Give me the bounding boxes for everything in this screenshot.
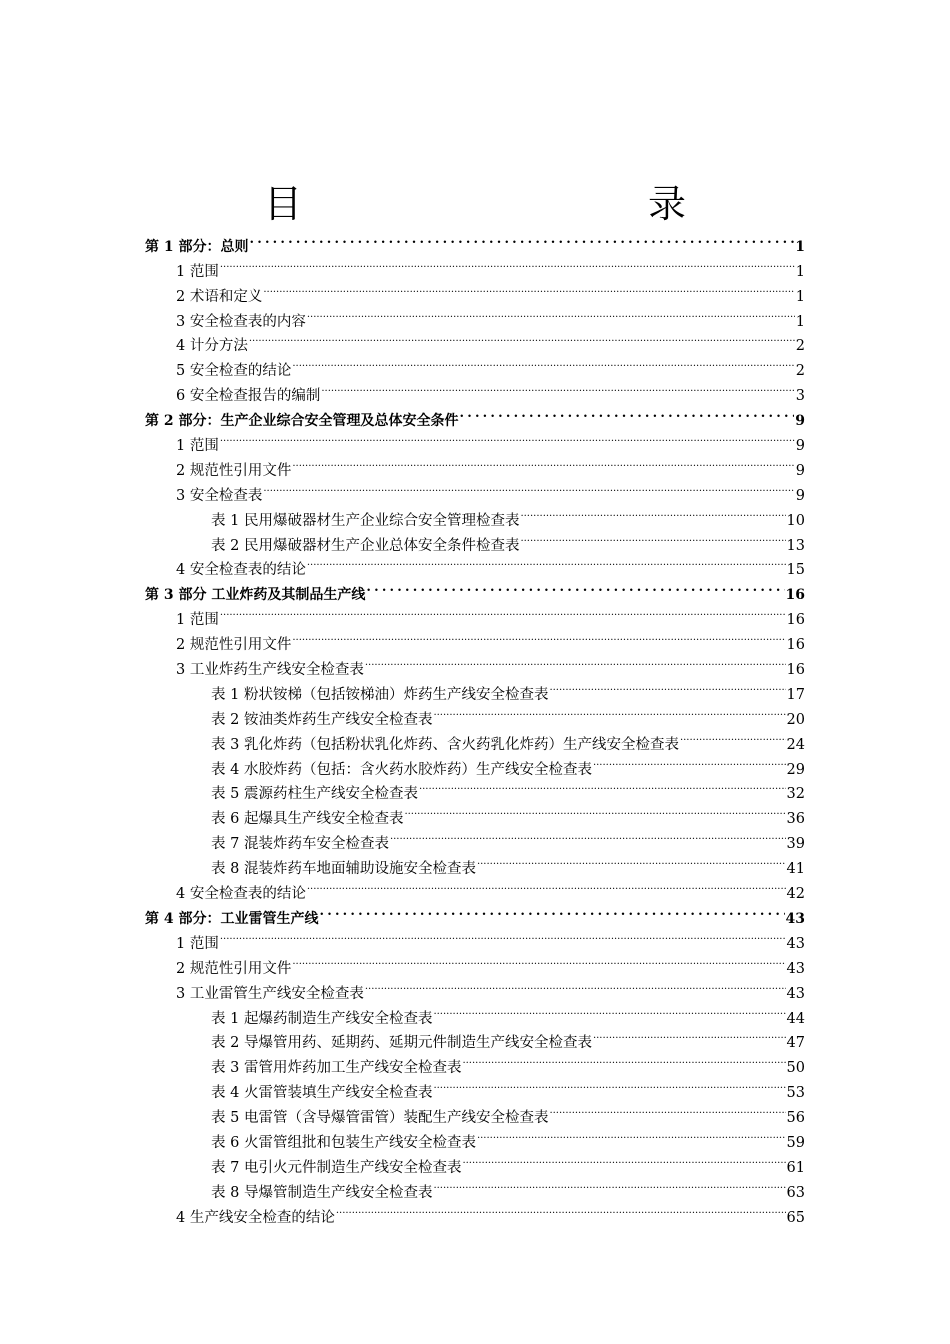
toc-page-number: 2 (795, 363, 805, 380)
toc-entry[interactable] (145, 425, 805, 455)
toc-dot-leader (549, 1097, 785, 1122)
page-title: 目 录 (263, 182, 776, 226)
toc-entry-label: 表 5 震源药柱生产线安全检查表 (211, 786, 418, 803)
toc-entry-label: 表 4 水胶炸药（包括：含火药水胶炸药）生产线安全检查表 (211, 761, 592, 778)
toc-dot-leader (433, 1072, 785, 1097)
toc-dot-leader (336, 1197, 786, 1222)
toc-entry-label: 表 3 雷管用炸药加工生产线安全检查表 (211, 1060, 462, 1077)
toc-dot-leader (321, 375, 794, 400)
toc-dot-leader (433, 998, 785, 1023)
toc-dot-leader (462, 1047, 785, 1072)
toc-dot-leader (307, 873, 786, 898)
toc-page-number: 16 (785, 587, 805, 604)
toc-entry-label: 表 8 导爆管制造生产线安全检查表 (211, 1184, 433, 1201)
toc-page-number: 41 (786, 861, 805, 878)
toc-page-number: 1 (795, 263, 805, 280)
toc-page-number: 65 (786, 1209, 805, 1226)
toc-page-number: 36 (786, 811, 805, 828)
toc-page-number: 13 (786, 537, 805, 554)
toc-dot-leader (549, 674, 785, 699)
toc-entry-label: 表 7 电引火元件制造生产线安全检查表 (211, 1159, 462, 1176)
toc-dot-leader (320, 898, 785, 923)
toc-entry[interactable] (145, 599, 805, 629)
toc-page-number: 43 (786, 985, 805, 1002)
toc-entry-label: 4 安全检查表的结论 (176, 562, 306, 579)
toc-page-number: 42 (786, 886, 805, 903)
toc-entry-label: 2 规范性引用文件 (176, 960, 292, 977)
toc-page-number: 43 (785, 910, 805, 927)
toc-entry-label: 表 8 混装炸药车地面辅助设施安全检查表 (211, 861, 476, 878)
toc-dot-leader (220, 923, 786, 948)
toc-dot-leader (365, 973, 786, 998)
toc-page-number: 39 (786, 836, 805, 853)
toc-page-number: 63 (786, 1184, 805, 1201)
toc-page-number: 29 (786, 761, 805, 778)
toc-entry-label: 1 范围 (176, 935, 219, 952)
toc-entry-label: 1 范围 (176, 438, 219, 455)
toc-page-number: 59 (786, 1134, 805, 1151)
toc-dot-leader (292, 948, 785, 973)
toc-page-number: 10 (786, 512, 805, 529)
toc-entry-label: 表 2 铵油类炸药生产线安全检查表 (211, 711, 433, 728)
toc-entry[interactable] (145, 450, 805, 479)
toc-dot-leader (292, 350, 794, 375)
toc-entry[interactable] (145, 923, 805, 952)
toc-page-number: 1 (795, 313, 805, 330)
toc-page-number: 44 (786, 1010, 805, 1027)
toc-entry-label: 表 1 起爆药制造生产线安全检查表 (211, 1010, 433, 1027)
toc-dot-leader (263, 475, 794, 500)
toc-dot-leader (404, 798, 785, 823)
toc-entry-label: 表 6 火雷管组批和包装生产线安全检查表 (211, 1134, 476, 1151)
toc-entry-label: 1 范围 (176, 263, 219, 280)
toc-dot-leader (263, 276, 794, 301)
toc-entry[interactable] (145, 624, 805, 654)
toc-dot-leader (477, 848, 786, 873)
toc-dot-leader (520, 525, 785, 550)
toc-page-number: 32 (786, 786, 805, 803)
toc-dot-leader (593, 1023, 786, 1048)
toc-page-number: 16 (786, 637, 805, 654)
toc-entry-label: 表 4 火雷管装填生产线安全检查表 (211, 1085, 433, 1102)
toc-page-number: 9 (795, 438, 805, 455)
toc-dot-leader (433, 1172, 785, 1197)
toc-entry-label: 5 安全检查的结论 (176, 363, 292, 380)
toc-entry-label: 2 规范性引用文件 (176, 462, 292, 479)
toc-dot-leader (366, 574, 784, 599)
toc-entry-label: 3 安全检查表 (176, 487, 263, 504)
toc-page-number: 3 (795, 388, 805, 405)
toc-dot-leader (419, 774, 786, 799)
toc-page-number: 16 (786, 612, 805, 629)
toc-page-number: 24 (786, 736, 805, 753)
toc-page-number: 1 (795, 288, 805, 305)
toc-dot-leader (220, 251, 795, 276)
toc-dot-leader (307, 550, 786, 575)
toc-page-number: 50 (786, 1060, 805, 1077)
toc-dot-leader (390, 823, 786, 848)
toc-entry-label: 表 2 导爆管用药、延期药、延期元件制造生产线安全检查表 (211, 1035, 592, 1052)
toc-page-number: 16 (786, 662, 805, 679)
toc-dot-leader (307, 301, 795, 326)
toc-entry[interactable] (145, 948, 805, 977)
toc-dot-leader (220, 425, 795, 450)
toc-page-number: 2 (795, 338, 805, 355)
toc-dot-leader (433, 699, 785, 724)
toc-entry-label: 表 6 起爆具生产线安全检查表 (211, 811, 404, 828)
toc-entry-label: 2 规范性引用文件 (176, 637, 292, 654)
toc-dot-leader (249, 326, 795, 351)
toc-page-number: 9 (795, 462, 805, 479)
toc-entry-label: 3 工业炸药生产线安全检查表 (176, 662, 364, 679)
toc-entry-label: 表 1 粉状铵梯（包括铵梯油）炸药生产线安全检查表 (211, 686, 549, 703)
toc-dot-leader (680, 724, 786, 749)
toc-entry-label: 第 1 部分：总则 (145, 238, 249, 255)
toc-page-number: 53 (786, 1085, 805, 1102)
toc-entry-label: 1 范围 (176, 612, 219, 629)
toc-entry[interactable] (145, 251, 805, 280)
toc-entry-label: 4 计分方法 (176, 338, 248, 355)
toc-entry-label: 第 2 部分：生产企业综合安全管理及总体安全条件 (145, 413, 459, 430)
toc-page-number: 47 (786, 1035, 805, 1052)
toc-dot-leader (460, 400, 795, 425)
toc-entry[interactable] (145, 226, 805, 255)
toc-entry-label: 表 7 混装炸药车安全检查表 (211, 836, 389, 853)
toc-page-number: 9 (795, 487, 805, 504)
toc-page-number: 1 (795, 238, 805, 255)
toc-dot-leader (462, 1147, 785, 1172)
toc-entry-label: 第 3 部分 工业炸药及其制品生产线 (145, 587, 366, 604)
toc-dot-leader (593, 749, 786, 774)
toc-page-number: 17 (786, 686, 805, 703)
toc-dot-leader (250, 226, 795, 251)
toc-entry-label: 2 术语和定义 (176, 288, 263, 305)
toc-page-number: 43 (786, 960, 805, 977)
toc-dot-leader (365, 649, 786, 674)
toc-dot-leader (477, 1122, 786, 1147)
toc-entry-label: 6 安全检查报告的编制 (176, 388, 321, 405)
toc-entry-label: 4 生产线安全检查的结论 (176, 1209, 335, 1226)
toc-page-number: 15 (786, 562, 805, 579)
toc-page-number: 56 (786, 1110, 805, 1127)
toc-entry-label: 表 2 民用爆破器材生产企业总体安全条件检查表 (211, 537, 520, 554)
toc-entry[interactable] (145, 276, 805, 305)
table-of-contents (145, 226, 805, 1226)
toc-entry-label: 表 1 民用爆破器材生产企业综合安全管理检查表 (211, 512, 520, 529)
toc-entry-label: 3 工业雷管生产线安全检查表 (176, 985, 364, 1002)
toc-entry-label: 第 4 部分：工业雷管生产线 (145, 910, 319, 927)
toc-page-number: 9 (795, 413, 805, 430)
toc-page-number: 43 (786, 935, 805, 952)
toc-page-number: 61 (786, 1159, 805, 1176)
toc-entry-label: 表 3 乳化炸药（包括粉状乳化炸药、含火药乳化炸药）生产线安全检查表 (211, 736, 679, 753)
toc-entry-label: 3 安全检查表的内容 (176, 313, 306, 330)
toc-dot-leader (292, 450, 794, 475)
toc-entry-label: 表 5 电雷管（含导爆管雷管）装配生产线安全检查表 (211, 1110, 549, 1127)
toc-page-number: 20 (786, 711, 805, 728)
toc-dot-leader (520, 500, 785, 525)
toc-dot-leader (220, 599, 786, 624)
toc-entry-label: 4 安全检查表的结论 (176, 886, 306, 903)
toc-dot-leader (292, 624, 785, 649)
